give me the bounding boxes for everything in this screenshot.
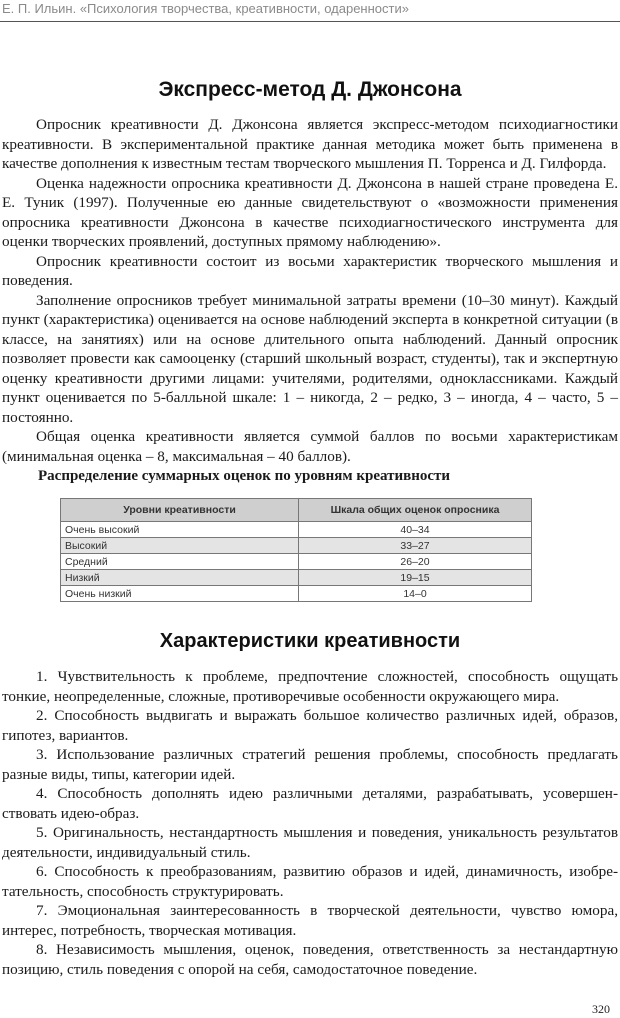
list-item: 1. Чувствительность к проблеме, предпочтение сложностей, способность ощущать тонкие, неопределенные, сложные, противоречивые особенности окружающего мира. [2,668,618,705]
creativity-levels-table [60,498,532,602]
section-title-johnson-method: Экспресс-метод Д. Джонсона [158,78,462,101]
table-cell-score: 40–34 [299,522,532,538]
list-item: 2. Способность выдвигать и выражать большое количество различных идей, образов, гипотез, вариантов. [2,707,618,744]
table-cell-level: Очень низкий [61,586,299,602]
table-caption: Распределение суммарных оценок по уровням креативности [38,468,451,484]
list-item: 4. Способность дополнять идею различными деталями, разрабатывать, усовершенствовать идею-образ. [2,785,618,822]
table-row [61,554,532,570]
creativity-levels-table-wrapper [60,498,532,602]
paragraph: Опросник креативности состоит из восьми характеристик творческого мышления и поведения. [2,252,618,289]
table-cell-score: 26–20 [299,554,532,570]
page-content [2,22,618,979]
list-item: 5. Оригинальность, нестандартность мышления и поведения, уникальность результатов деятельности, индивидуальный стиль. [2,824,618,861]
paragraph: Опросник креативности Д. Джонсона является экспресс-методом психодиагностики креативности. В экспериментальной практике данная методика может быть применена в качестве дополнения к известным тестам творческого мышления П. Торренса и Д. Гилфорда. [2,116,618,172]
table-row [61,538,532,554]
table-row [61,570,532,586]
table-row [61,522,532,538]
table-cell-level: Очень высокий [61,522,299,538]
list-item: 7. Эмоциональная заинтересованность в творческой деятельности, чувство юмора, интерес, потребность, творческая мотивация. [2,902,618,939]
table-cell-score: 14–0 [299,586,532,602]
table-cell-level: Средний [61,554,299,570]
table-header-row [61,499,532,522]
section-title-creativity-characteristics: Характеристики креативности [159,630,461,652]
table-row [61,586,532,602]
column-header-levels: Уровни креативности [61,499,299,522]
running-header: Е. П. Ильин. «Психология творчества, креативности, одаренности» [0,0,620,22]
paragraph: Оценка надежности опросника креативности Д. Джонсона в нашей стране проведена Е. Е. Туник (1997). Полученные ею данные свидетельствуют о «возможности применения опросника креативности Джонсона в качестве психодиагностического инструмента для оценки творческих проявлений, доступных прямому наблюдению». [2,174,618,250]
table-cell-level: Низкий [61,570,299,586]
paragraph: Заполнение опросников требует минимальной затраты времени (10–30 минут). Каждый пункт (характеристика) оценивается на основе наблюдений эксперта в конкретной ситуации (в классе, на занятиях) или на основе длительного опыта наблюдений. Данный опросник позволяет провести как самооценку (старший школьный возраст, студенты), так и экспертную оценку креативности другими лицами: учителями, родителями, одноклассниками. Каждый пункт оценивается по 5-балльной шкале: 1 – никогда, 2 – редко, 3 – иногда, 4 – часто, 5 – постоянно. [2,291,618,426]
list-item: 8. Независимость мышления, оценок, поведения, ответственность за нестандартную позицию, стиль поведения с опорой на себя, самодостаточное поведение. [2,941,618,978]
list-item: 6. Способность к преобразованиям, развитию образов и идей, динамичность, изобретательность, способность структурировать. [2,863,618,900]
table-cell-level: Высокий [61,538,299,554]
list-item: 3. Использование различных стратегий решения проблемы, способность предлагать разные виды, типы, категории идей. [2,746,618,783]
paragraph: Общая оценка креативности является суммой баллов по восьми характеристикам (минимальная оценка – 8, максимальная – 40 баллов). [2,428,618,465]
table-cell-score: 33–27 [299,538,532,554]
column-header-scale: Шкала общих оценок опросника [299,499,532,522]
table-cell-score: 19–15 [299,570,532,586]
page-number: 320 [592,1002,610,1016]
